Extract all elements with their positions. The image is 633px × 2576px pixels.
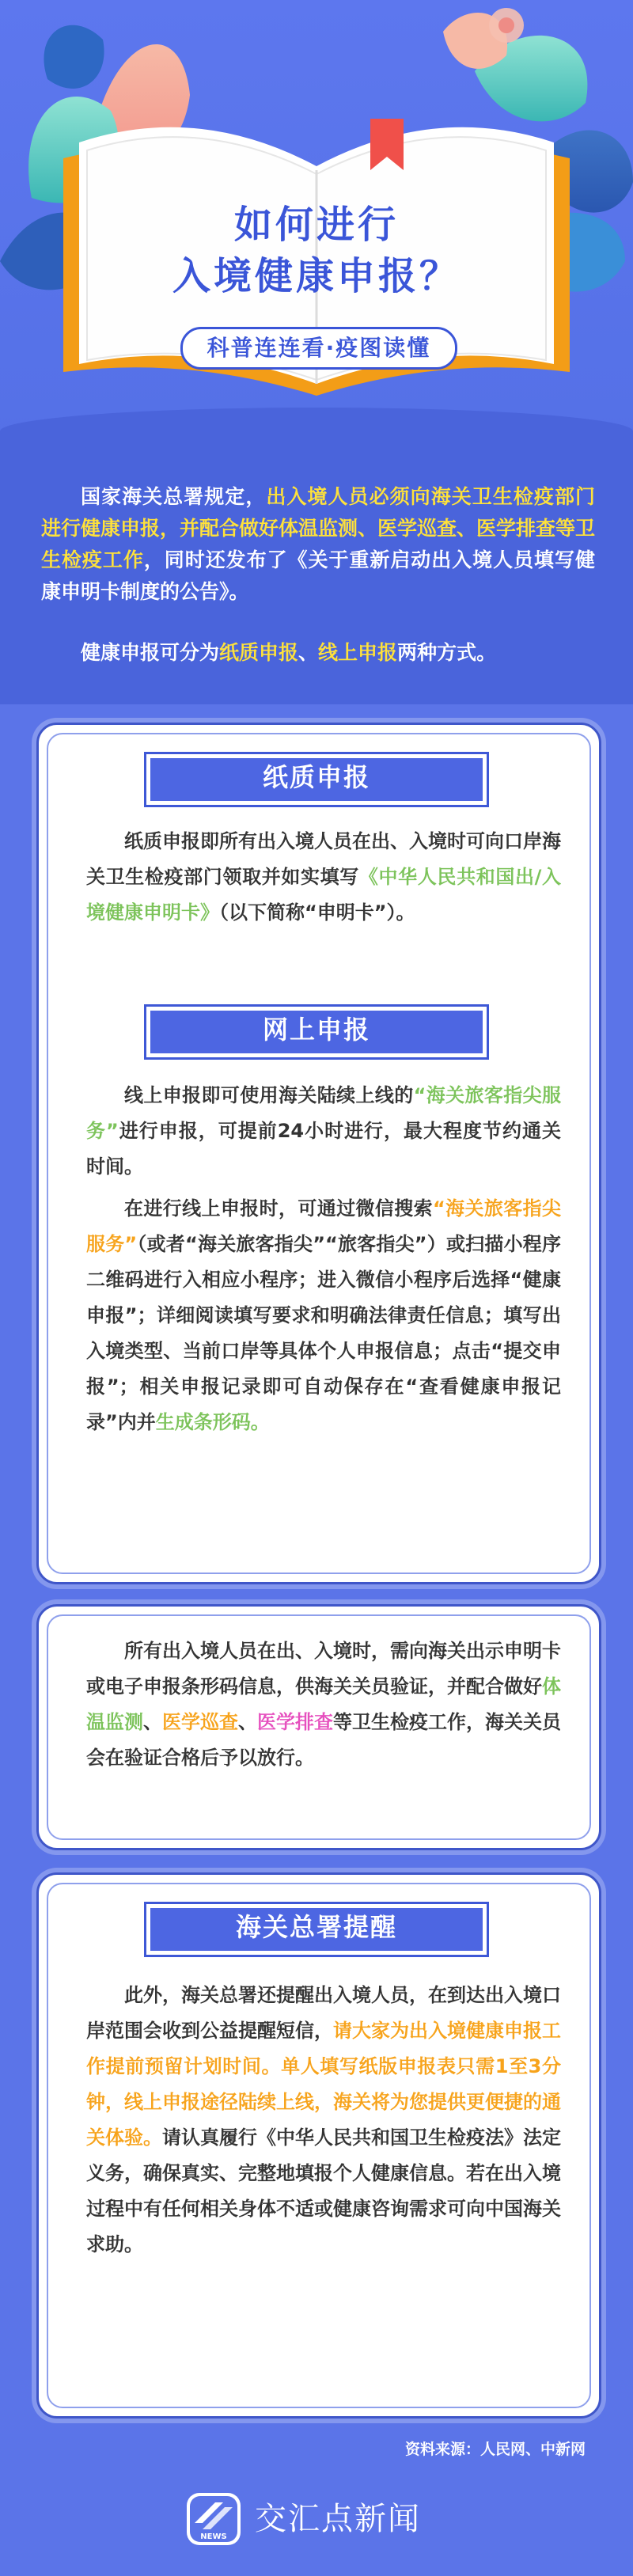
online-text <box>86 1078 561 1440</box>
subtitle-pill <box>180 327 457 370</box>
hero-banner <box>0 0 633 467</box>
svg-text:NEWS: NEWS <box>200 2532 227 2541</box>
subtitle-text: 科普连连看·疫图读懂 <box>207 335 431 361</box>
online-paragraph-2: 在进行线上申报时，可通过微信搜索“海关旅客指尖服务”（或者“海关旅客指尖”“旅客指尖”）或扫描小程序二维码进行入相应小程序；进入微信小程序后选择“健康申报”；详细阅读填写要求和明确法律责任信息；填写出入境类型、当前口岸等具体个人申报信息；点击“提交申报”；相关申报记录即可自动保存在“查看健康申报记录”内并生成条形码。 <box>86 1197 561 1433</box>
reminder-text: 此外，海关总署还提醒出入境人员，在到达出入境口岸范围会收到公益提醒短信，请大家为出入境健康申报工作提前预留计划时间。单人填写纸版申报表只需1至3分钟，线上申报途径陆续上线，海关将为您提供更便捷的通关体验。请认真履行《中华人民共和国卫生检疫法》法定义务，确保真实、完整地填报个人健康信息。若在出入境过程中有任何相关身体不适或健康咨询需求可向中国海关求助。 <box>86 1984 561 2255</box>
reminder-card <box>36 1872 601 2419</box>
online-heading: 网上申报 <box>150 1011 483 1053</box>
brand-logo <box>184 2491 453 2547</box>
source-note: 资料来源：人民网、中新网 <box>404 2441 586 2458</box>
online-heading-box <box>144 1004 489 1060</box>
intro-paragraph-1: 国家海关总署规定，出入境人员必须向海关卫生检疫部门进行健康申报，并配合做好体温监测、医学巡查、医学排查等卫生检疫工作，同时还发布了《关于重新启动出入境人员填写健康申明卡制度的公告》。 <box>41 485 596 603</box>
news-logo-icon <box>184 2491 244 2547</box>
intro-section <box>0 467 633 704</box>
reminder-heading-box <box>144 1902 489 1957</box>
intro-paragraph-2: 健康申报可分为纸质申报、线上申报两种方式。 <box>81 641 497 664</box>
verification-text: 所有出入境人员在出、入境时，需向海关出示申明卡或电子申报条形码信息，供海关关员验证，并配合做好体温监测、医学巡查、医学排查等卫生检疫工作，海关关员会在验证合格后予以放行。 <box>86 1640 561 1769</box>
paper-heading-box <box>144 752 489 807</box>
page-title-line1: 如何进行 <box>233 203 399 247</box>
online-paragraph-1: 线上申报即可使用海关陆续上线的“海关旅客指尖服务”进行申报，可提前24小时进行，最大程度节约通关时间。 <box>86 1084 561 1178</box>
verification-card <box>36 1604 601 1850</box>
brand-name: 交汇点新闻 <box>255 2501 421 2537</box>
paper-heading: 纸质申报 <box>150 758 483 801</box>
page-title-line2: 入境健康申报？ <box>172 254 461 298</box>
reminder-heading: 海关总署提醒 <box>150 1908 483 1951</box>
paper-text: 纸质申报即所有出入境人员在出、入境时可向口岸海关卫生检疫部门领取并如实填写《中华人民共和国出/入境健康申明卡》（以下简称“申明卡”）。 <box>86 830 562 924</box>
declaration-methods-card <box>36 723 601 1584</box>
